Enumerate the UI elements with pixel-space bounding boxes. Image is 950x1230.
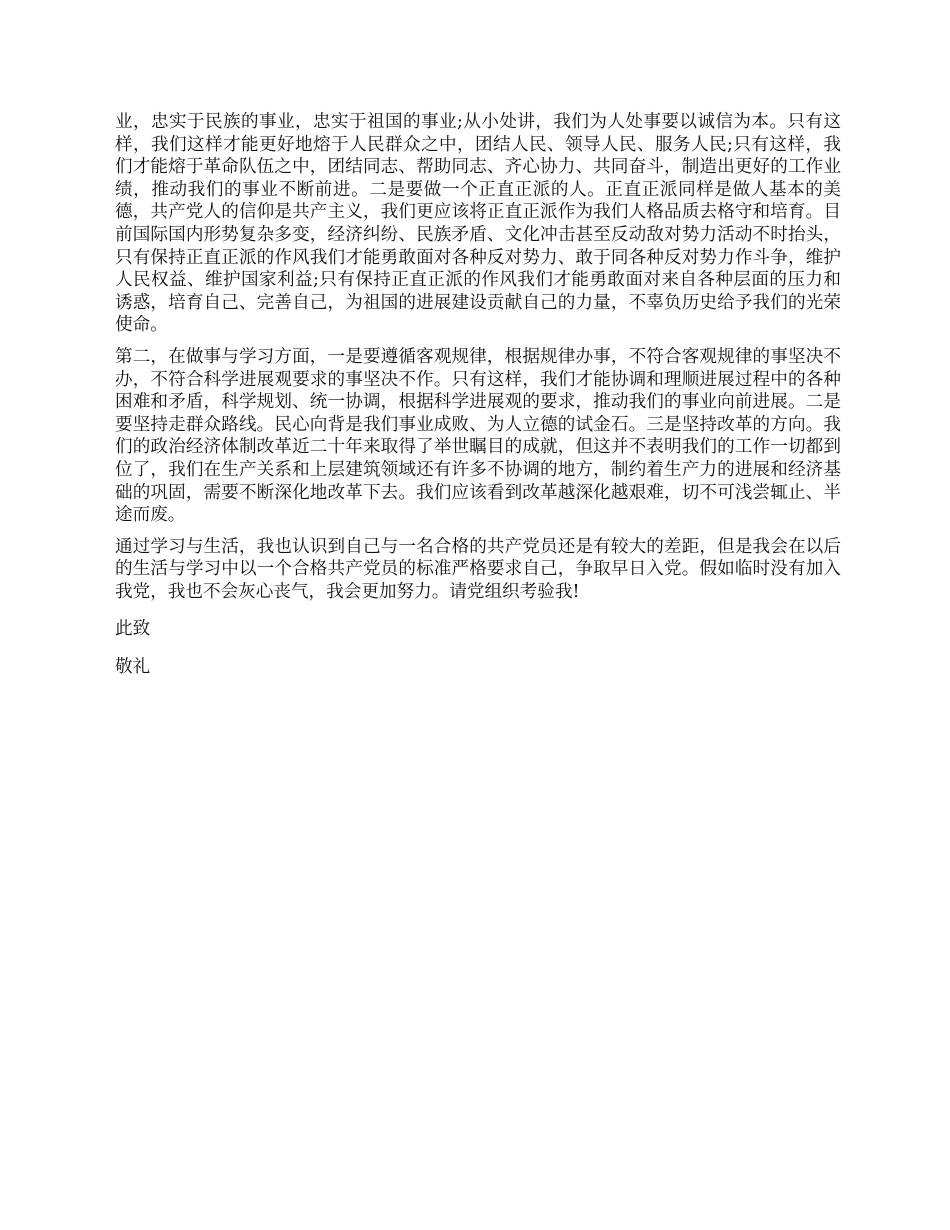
paragraph-self-assessment: 通过学习与生活，我也认识到自己与一名合格的共产党员还是有较大的差距，但是我会在以后的生活与学习中以一个合格共产党员的标准严格要求自己，争取早日入党。假如临时没有加入我党，我也不会灰心丧气，我会更加努力。请党组织考验我! <box>115 536 841 602</box>
paragraph-conduct: 业，忠实于民族的事业，忠实于祖国的事业;从小处讲，我们为人处事要以诚信为本。只有这样，我们这样才能更好地熔于人民群众之中，团结人民、领导人民、服务人民;只有这样，我们才能熔于革命队伍之中，团结同志、帮助同志、齐心协力、共同奋斗，制造出更好的工作业绩，推动我们的事业不断前进。二是要做一个正直正派的人。正直正派同样是做人基本的美德，共产党人的信仰是共产主义，我们更应该将正直正派作为我们人格品质去格守和培育。目前国际国内形势复杂多变，经济纠纷、民族矛盾、文化冲击甚至反动敌对势力活动不时抬头，只有保持正直正派的作风我们才能勇敢面对各种反对势力、敢于同各种反对势力作斗争，维护人民权益、维护国家利益;只有保持正直正派的作风我们才能勇敢面对来自各种层面的压力和诱惑，培育自己、完善自己，为祖国的进展建设贡献自己的力量，不辜负历史给予我们的光荣使命。 <box>115 112 841 336</box>
salutation-line: 敬礼 <box>115 657 151 678</box>
document-body <box>115 111 841 679</box>
closing-line: 此致 <box>115 619 151 640</box>
paragraph-work-study: 第二，在做事与学习方面，一是要遵循客观规律，根据规律办事，不符合客观规律的事坚决不办，不符合科学进展观要求的事坚决不作。只有这样，我们才能协调和理顺进展过程中的各种困难和矛盾，科学规划、统一协调，根据科学进展观的要求，推动我们的事业向前进展。二是要坚持走群众路线。民心向背是我们事业成败、为人立德的试金石。三是坚持改革的方向。我们的政治经济体制改革近二十年来取得了举世瞩目的成就，但这并不表明我们的工作一切都到位了，我们在生产关系和上层建筑领域还有许多不协调的地方，制约着生产力的进展和经济基础的巩固，需要不断深化地改革下去。我们应该看到改革越深化越艰难，切不可浅尝辄止、半途而废。 <box>115 346 841 526</box>
